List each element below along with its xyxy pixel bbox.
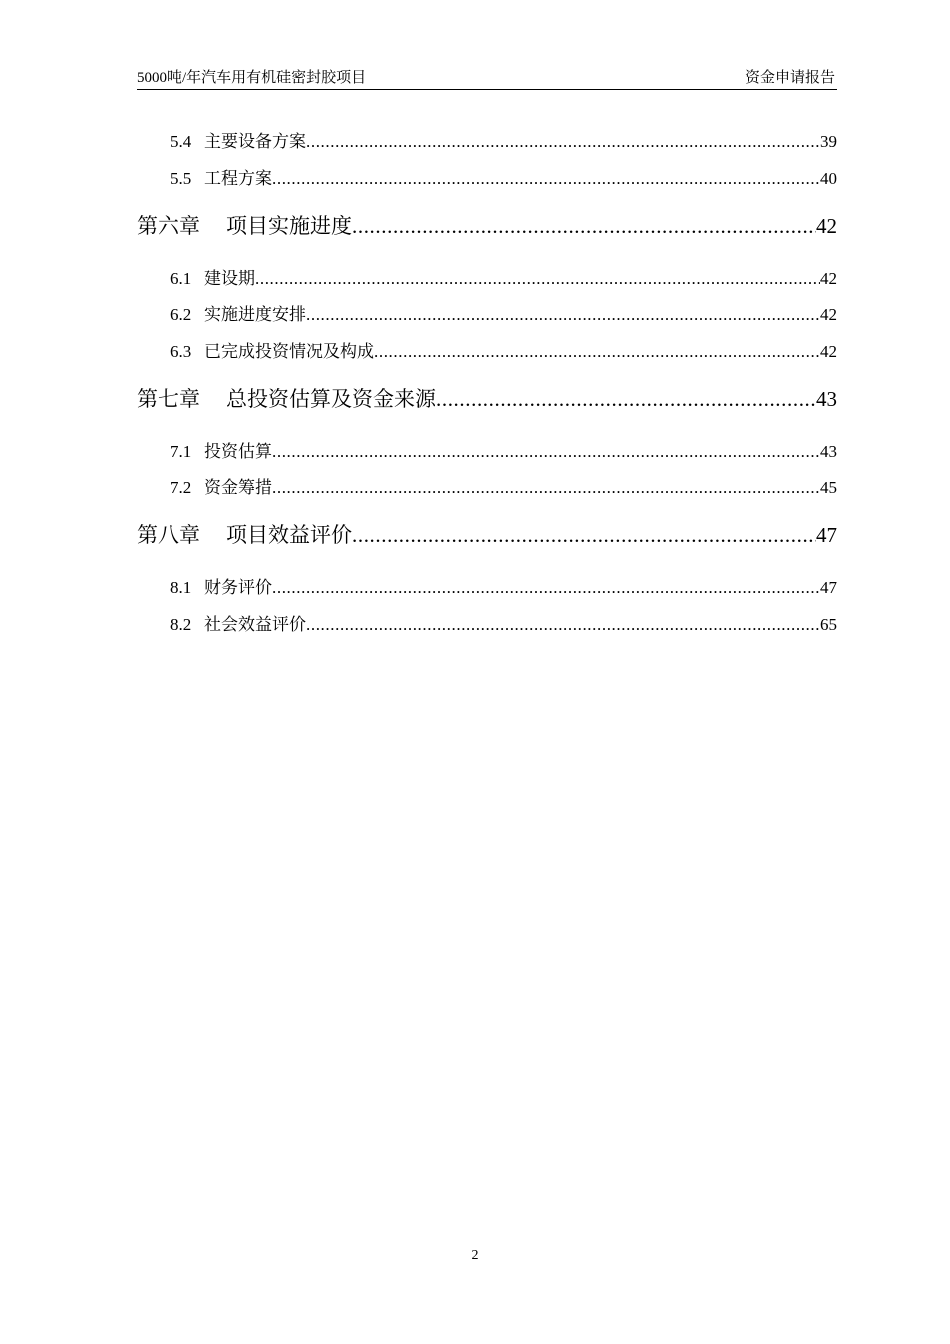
toc-title: 建设期 xyxy=(204,269,255,288)
toc-page: 47 xyxy=(816,523,837,547)
toc-page: 42 xyxy=(820,342,837,361)
toc-leader xyxy=(436,387,816,412)
toc-title: 主要设备方案 xyxy=(204,132,306,151)
toc-number: 8.1 xyxy=(170,578,192,597)
toc-number: 5.4 xyxy=(170,132,192,151)
toc-leader xyxy=(272,442,820,462)
toc-leader xyxy=(255,269,820,289)
toc-title: 项目效益评价 xyxy=(226,523,352,547)
toc-number: 第七章 xyxy=(137,387,200,411)
toc-title: 资金筹措 xyxy=(204,478,272,497)
toc-title: 投资估算 xyxy=(204,442,272,461)
toc-number: 7.2 xyxy=(170,478,192,497)
toc-chapter-6[interactable] xyxy=(137,210,837,240)
toc-page: 45 xyxy=(820,478,837,497)
toc-leader xyxy=(352,214,816,239)
toc-number: 第六章 xyxy=(137,214,200,238)
toc-leader xyxy=(306,615,820,635)
toc-number: 7.1 xyxy=(170,442,192,461)
page-number: 2 xyxy=(471,1248,479,1263)
toc-leader xyxy=(272,169,820,189)
toc-number: 6.3 xyxy=(170,342,192,361)
toc-title: 已完成投资情况及构成 xyxy=(204,342,374,361)
toc-chapter-8[interactable] xyxy=(137,519,837,549)
toc-page: 42 xyxy=(820,269,837,288)
toc-page: 42 xyxy=(820,305,837,324)
toc-leader xyxy=(272,478,820,498)
toc-number: 5.5 xyxy=(170,169,192,188)
header-project-title: 5000吨/年汽车用有机硅密封胶项目 xyxy=(137,70,367,86)
toc-leader xyxy=(272,578,820,598)
toc-entry-8-1[interactable] xyxy=(137,573,837,598)
page-header xyxy=(137,68,837,90)
toc-number: 6.1 xyxy=(170,269,192,288)
toc-entry-8-2[interactable] xyxy=(137,610,837,635)
toc-page: 43 xyxy=(820,442,837,461)
toc-page: 40 xyxy=(820,169,837,188)
toc-leader xyxy=(374,342,820,362)
toc-page: 42 xyxy=(816,214,837,238)
toc-number: 第八章 xyxy=(137,523,200,547)
toc-leader xyxy=(352,523,816,548)
toc-leader xyxy=(306,305,820,325)
toc-title: 财务评价 xyxy=(204,578,272,597)
header-report-type: 资金申请报告 xyxy=(744,70,835,86)
toc-entry-6-2[interactable] xyxy=(137,300,837,325)
toc-leader xyxy=(306,132,820,152)
toc-entry-5-5[interactable] xyxy=(137,164,837,189)
toc-entry-7-2[interactable] xyxy=(137,473,837,498)
toc-chapter-7[interactable] xyxy=(137,383,837,413)
toc-title: 工程方案 xyxy=(204,169,272,188)
toc-page: 43 xyxy=(816,387,837,411)
toc-title: 项目实施进度 xyxy=(226,214,352,238)
toc-title: 总投资估算及资金来源 xyxy=(226,387,436,411)
toc-page: 65 xyxy=(820,615,837,634)
toc-entry-6-3[interactable] xyxy=(137,337,837,362)
toc-entry-5-4[interactable] xyxy=(137,127,837,152)
toc-entry-7-1[interactable] xyxy=(137,437,837,462)
toc-page: 47 xyxy=(820,578,837,597)
toc-entry-6-1[interactable] xyxy=(137,264,837,289)
toc-title: 社会效益评价 xyxy=(204,615,306,634)
toc-page: 39 xyxy=(820,132,837,151)
toc-title: 实施进度安排 xyxy=(204,305,306,324)
toc-number: 8.2 xyxy=(170,615,192,634)
toc-number: 6.2 xyxy=(170,305,192,324)
